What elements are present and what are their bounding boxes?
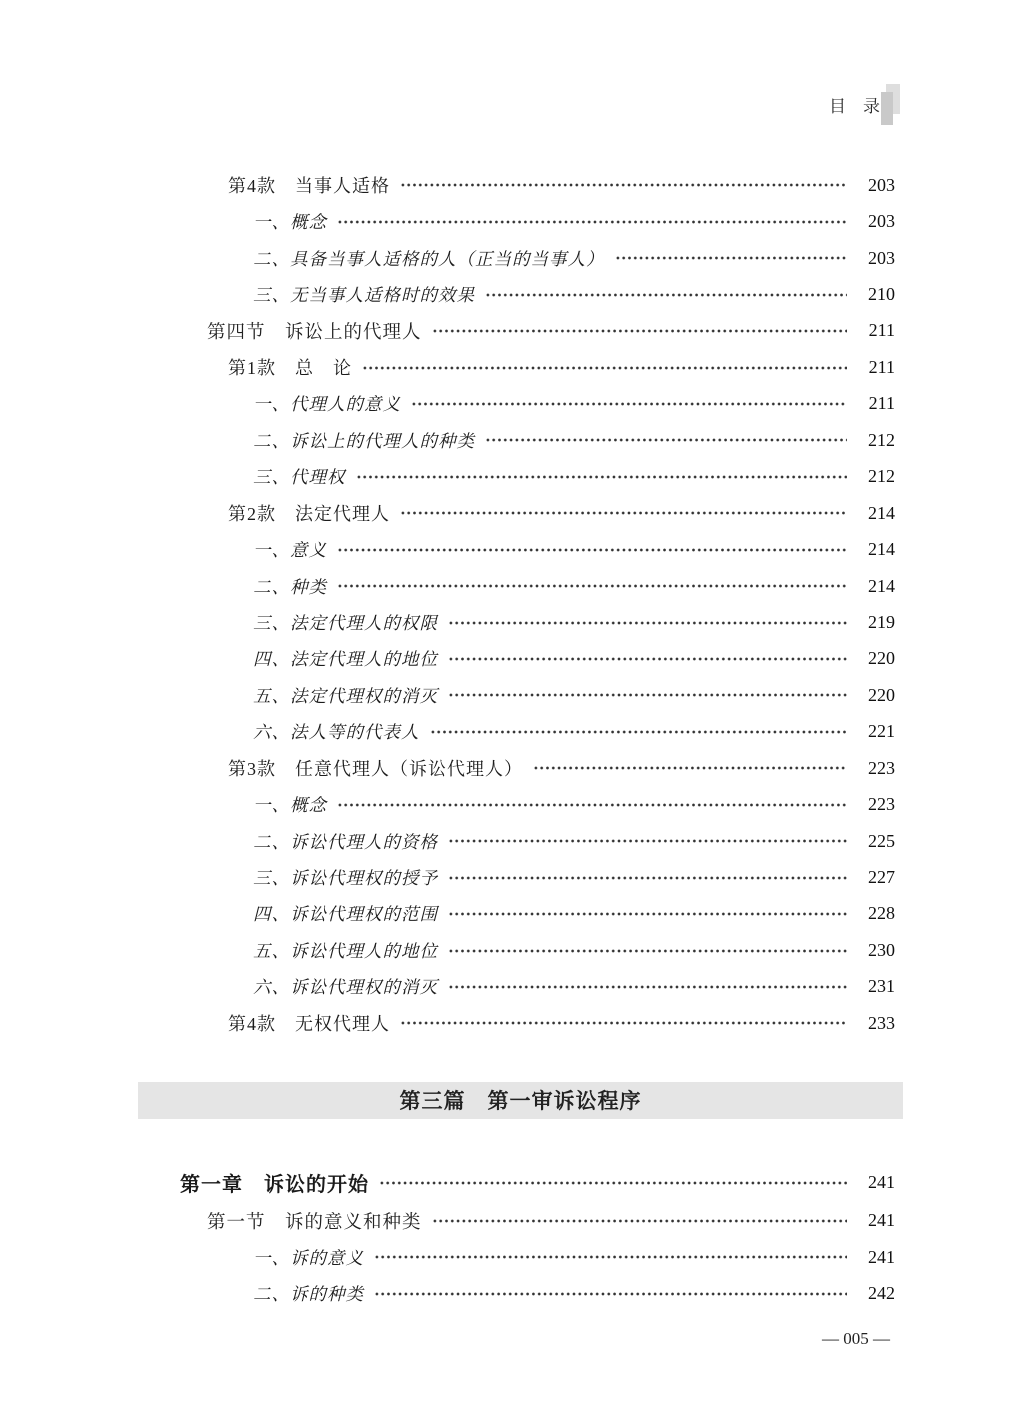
toc-entry-label: 第一节 诉的意义和种类 [207,1210,422,1232]
dot-leader [432,1203,847,1239]
toc-entry-label: 六、法人等的代表人 [253,722,420,743]
toc-entry [180,604,895,640]
toc-entry-label: 第1款 总 论 [228,358,352,379]
toc-entry-page: 212 [868,429,895,450]
toc-list [180,167,895,1312]
dot-leader [374,1275,847,1311]
toc-entry [180,786,895,822]
toc-header-title: 目 录 [829,97,880,116]
dot-leader [411,386,847,422]
toc-entry-label: 一、代理人的意义 [253,394,401,415]
toc-entry [180,531,895,567]
dot-leader [337,203,847,239]
toc-entry [180,641,895,677]
dot-leader [379,1163,847,1203]
dot-leader [448,823,847,859]
toc-entry-page: 223 [868,794,895,815]
toc-entry [180,932,895,968]
part-title: 第三篇 第一审诉讼程序 [399,1090,642,1113]
dot-leader [485,422,847,458]
toc-entry [180,349,895,385]
toc-entry-page: 210 [868,284,895,305]
dot-leader [400,1005,847,1041]
toc-entry-page: 214 [868,539,895,560]
toc-entry-label: 二、诉讼代理人的资格 [253,831,438,852]
toc-entry [180,1239,895,1275]
dot-leader [448,896,847,932]
toc-entry [180,896,895,932]
toc-entry-label: 二、种类 [253,576,327,597]
toc-entry-page: 227 [868,867,895,888]
dot-leader [337,786,847,822]
toc-entry [180,1005,895,1041]
dot-leader [448,604,847,640]
toc-entry-page: 221 [868,721,895,742]
dot-leader [356,459,848,495]
toc-entry-label: 五、诉讼代理人的地位 [253,940,438,961]
toc-entry-page: 211 [868,356,895,377]
toc-entry-page: 203 [868,211,895,232]
toc-entry-label: 四、法定代理人的地位 [253,649,438,670]
dot-leader [448,932,847,968]
toc-entry-label: 第4款 无权代理人 [228,1014,390,1035]
toc-entry [180,240,895,276]
toc-entry [180,203,895,239]
dot-leader [432,313,847,349]
toc-entry-label: 三、诉讼代理权的授予 [253,868,438,889]
toc-entry-page: 241 [868,1210,895,1231]
toc-entry-label: 三、法定代理人的权限 [253,612,438,633]
toc-entry [180,167,895,203]
toc-entry-label: 第3款 任意代理人（诉讼代理人） [228,759,523,780]
toc-entry [180,1275,895,1311]
page-number: — 005 — [822,1329,890,1348]
toc-entry [180,459,895,495]
toc-entry [180,386,895,422]
dot-leader [337,568,847,604]
toc-entry-label: 二、诉讼上的代理人的种类 [253,430,475,451]
toc-entry-page: 230 [868,939,895,960]
dot-leader [400,495,847,531]
toc-entry-label: 第2款 法定代理人 [228,504,390,525]
toc-entry [180,495,895,531]
toc-entry-page: 225 [868,830,895,851]
toc-entry [180,1163,895,1203]
dot-leader [448,677,847,713]
toc-entry-label: 第4款 当事人适格 [228,176,390,197]
dot-leader [485,276,847,312]
toc-entry [180,969,895,1005]
toc-entry [180,568,895,604]
toc-entry-label: 二、具备当事人适格的人（正当的当事人） [253,248,605,269]
dot-leader [337,531,847,567]
toc-entry-label: 六、诉讼代理权的消灭 [253,977,438,998]
dot-leader [430,714,848,750]
dot-leader [448,641,847,677]
toc-entry-page: 228 [868,903,895,924]
toc-entry-page: 203 [868,174,895,195]
toc-entry-page: 214 [868,502,895,523]
toc-entry-label: 三、无当事人适格时的效果 [253,285,475,306]
toc-entry [180,276,895,312]
dot-leader [615,240,848,276]
toc-entry-page: 233 [868,1012,895,1033]
header-decoration-bar-front [881,92,893,125]
toc-entry-label: 一、概念 [253,212,327,233]
toc-entry [180,823,895,859]
toc-entry [180,422,895,458]
toc-entry-page: 212 [868,466,895,487]
toc-entry-label: 一、意义 [253,540,327,561]
page-footer [822,1329,890,1349]
toc-entry-page: 223 [868,757,895,778]
toc-entry-label: 第一章 诉讼的开始 [180,1174,369,1196]
toc-entry [180,750,895,786]
toc-entry-page: 219 [868,611,895,632]
toc-entry-page: 242 [868,1283,895,1304]
toc-entry [180,1203,895,1239]
toc-entry-page: 241 [868,1172,895,1192]
toc-entry-page: 211 [868,393,895,414]
toc-entry-page: 231 [868,976,895,997]
toc-entry-page: 211 [868,320,895,341]
toc-entry-page: 241 [868,1246,895,1267]
dot-leader [362,349,847,385]
toc-entry-label: 四、诉讼代理权的范围 [253,904,438,925]
part-divider [138,1082,903,1119]
dot-leader [400,167,847,203]
toc-entry-label: 五、法定代理权的消灭 [253,685,438,706]
dot-leader [533,750,847,786]
dot-leader [448,859,847,895]
toc-entry-label: 二、诉的种类 [253,1284,364,1305]
dot-leader [374,1239,847,1275]
toc-entry-label: 一、诉的意义 [253,1247,364,1268]
toc-entry [180,677,895,713]
toc-entry-page: 214 [868,575,895,596]
toc-entry-label: 三、代理权 [253,467,346,488]
toc-entry-label: 一、概念 [253,795,327,816]
toc-entry [180,859,895,895]
toc-entry-label: 第四节 诉讼上的代理人 [207,320,422,342]
toc-entry-page: 203 [868,247,895,268]
dot-leader [448,969,847,1005]
toc-entry-page: 220 [868,684,895,705]
toc-entry [180,313,895,349]
toc-entry-page: 220 [868,648,895,669]
toc-entry [180,714,895,750]
